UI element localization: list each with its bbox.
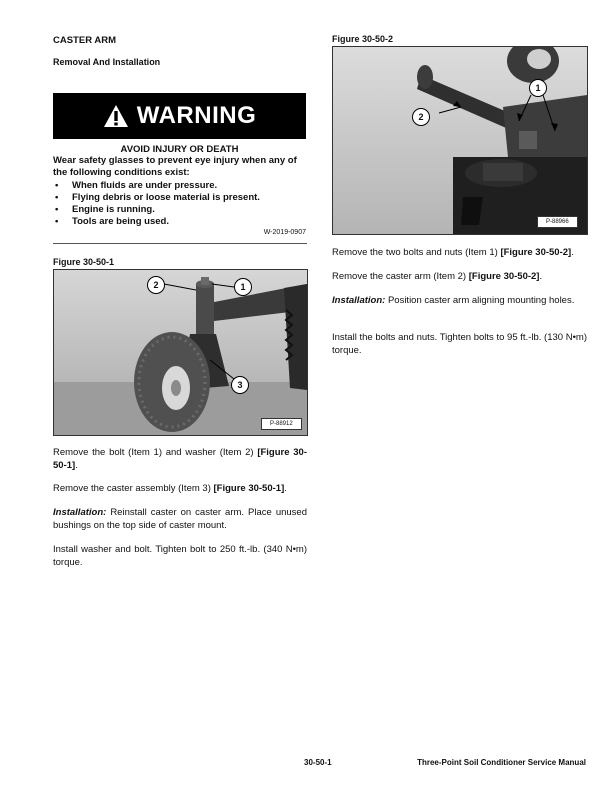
photo-id: P-88966 (537, 216, 578, 228)
callout-1: 1 (234, 278, 252, 296)
paragraph-text: Remove the two bolts and nuts (Item 1) (332, 247, 501, 258)
figure-30-50-2-photo (332, 46, 588, 235)
warning-body: Wear safety glasses to prevent eye injury when any of the following conditions exist: (53, 155, 297, 178)
paragraph-end: . (284, 483, 287, 494)
caster-arm-illustration (333, 47, 587, 234)
figure-30-50-1-photo (53, 269, 308, 436)
paragraph-text: Reinstall caster on caster arm. Place unused bushings on the top side of caster mount. (53, 507, 307, 531)
paragraph (53, 446, 307, 472)
warning-banner (53, 93, 306, 139)
divider (53, 243, 307, 244)
warning-list-item: • Flying debris or loose material is present. (53, 192, 307, 204)
paragraph: Install washer and bolt. Tighten bolt to 250 ft.-lb. (340 N•m) torque. (53, 544, 307, 568)
callout-2: 2 (412, 108, 430, 126)
callout-2: 2 (147, 276, 165, 294)
paragraph (53, 506, 307, 532)
paragraph (332, 294, 587, 307)
paragraph: Install the bolts and nuts. Tighten bolts to 95 ft.-lb. (130 N•m) torque. (332, 332, 587, 356)
photo-id: P-88912 (261, 418, 302, 430)
figure-label: Figure 30-50-1 (53, 257, 115, 267)
warning-list-item: • Engine is running. (53, 204, 307, 216)
paragraph (53, 482, 307, 495)
paragraph-text: Remove the caster arm (Item 2) (332, 271, 469, 282)
figure-reference: [Figure 30-50-2] (500, 247, 572, 258)
warning-list-item: • Tools are being used. (53, 216, 307, 228)
paragraph (332, 246, 587, 259)
page-number: 30-50-1 (304, 758, 332, 767)
paragraph-text: Position caster arm aligning mounting holes. (385, 295, 575, 306)
figure-reference: [Figure 30-50-2] (468, 271, 540, 282)
paragraph-text: Remove the caster assembly (Item 3) (53, 483, 214, 494)
manual-title: Three-Point Soil Conditioner Service Manual (417, 758, 586, 767)
subsection-title: Removal And Installation (53, 57, 161, 67)
warning-word: WARNING (136, 102, 257, 129)
paragraph-end: . (75, 460, 78, 471)
paragraph-end: . (539, 271, 543, 282)
warning-triangle-icon (103, 104, 129, 128)
figure-label: Figure 30-50-2 (332, 34, 394, 44)
paragraph-end: . (571, 247, 574, 258)
paragraph-text: Remove the bolt (Item 1) and washer (Item 2) (53, 447, 258, 458)
callout-3: 3 (231, 376, 249, 394)
figure-reference: [Figure 30-50-1] (53, 447, 307, 471)
warning-title: AVOID INJURY OR DEATH (120, 144, 239, 155)
caster-assembly-illustration (54, 270, 307, 435)
paragraph (332, 270, 587, 283)
section-title: CASTER ARM (53, 35, 116, 46)
installation-label: Installation: (332, 295, 386, 306)
warning-code: W-2019-0907 (263, 229, 306, 236)
warning-list-item: • When fluids are under pressure. (53, 180, 307, 192)
warning-list (53, 180, 307, 228)
figure-reference: [Figure 30-50-1] (213, 483, 285, 494)
installation-label: Installation: (53, 507, 107, 518)
callout-1: 1 (529, 79, 547, 97)
